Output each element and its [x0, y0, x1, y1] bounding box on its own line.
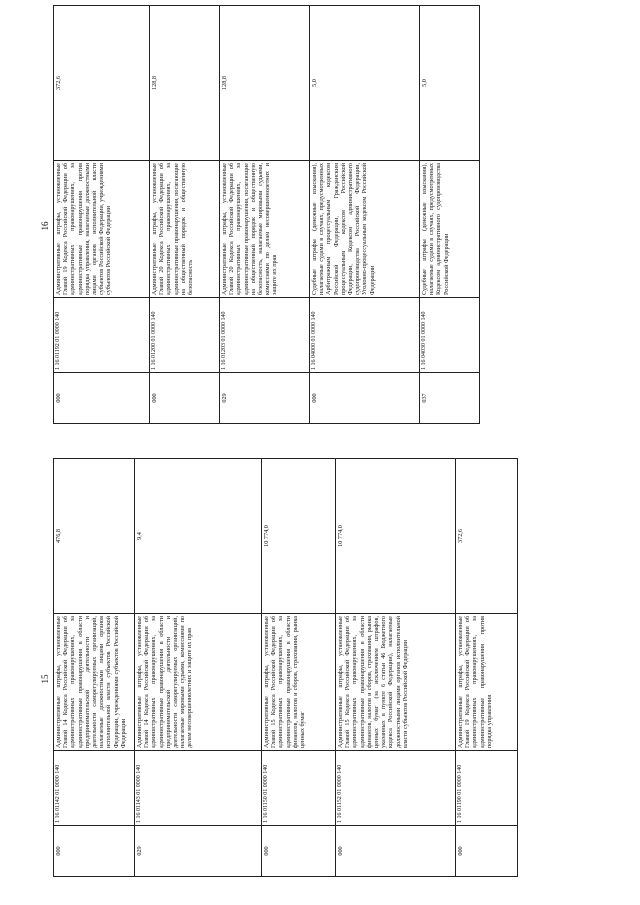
kbk-code-cell: 1 16 01192 01 0000 140	[54, 298, 150, 373]
page-16	[0, 0, 640, 452]
table-row	[150, 6, 220, 424]
page-15	[0, 453, 640, 905]
table-row	[420, 6, 480, 424]
admin-code-cell: 000	[54, 373, 150, 424]
revenue-name-cell: Судебные штрафы (денежные взыскания), налагаемые судами в случаях, предусмотренных Кодексом административного судопроизводства Российской Федерации	[420, 161, 480, 298]
page-number: 15	[40, 674, 50, 684]
revenue-name-cell: Административные штрафы, установленные Главой 14 Кодекса Российской Федерации об административных правонарушениях, за административные правонарушения в области предпринимательской деятельности и деятельности саморегулируемых организаций, налагаемые мировыми судьями, комиссиями по делам несовершеннолетних и защите их прав	[135, 614, 262, 751]
table-row	[310, 6, 420, 424]
admin-code-cell: 029	[220, 373, 310, 424]
table-row	[220, 6, 310, 424]
amount-cell: 476,8	[54, 459, 135, 614]
kbk-code-cell: 1 16 04030 01 0000 140	[420, 298, 480, 373]
revenue-name-cell: Административные штрафы, установленные Главой 19 Кодекса Российской Федерации об административных правонарушениях, за административные правонарушения против порядка управления, налагаемые должностными лицами органов исполнительной власти субъектов Российской Федерации, учреждениями субъектов Российской Федерации	[54, 161, 150, 298]
admin-code-cell: 029	[135, 826, 262, 877]
admin-code-cell: 000	[54, 826, 135, 877]
admin-code-cell: 000	[150, 373, 220, 424]
kbk-code-cell: 1 16 01200 01 0000 140	[150, 298, 220, 373]
table-row	[456, 459, 518, 877]
revenue-name-cell: Административные штрафы, установленные Главой 14 Кодекса Российской Федерации об административных правонарушениях, за административные правонарушения в области предпринимательской деятельности и деятельности саморегулируемых организаций, налагаемые должностными лицами органов исполнительной власти субъектов Российской Федерации, учреждениями субъектов Российской Федерации	[54, 614, 135, 751]
amount-cell: 5,0	[420, 6, 480, 161]
amount-cell: 372,6	[54, 6, 150, 161]
revenue-table	[53, 458, 518, 877]
kbk-code-cell: 1 16 04000 01 0000 140	[310, 298, 420, 373]
revenue-name-cell: Административные штрафы, установленные Главой 20 Кодекса Российской Федерации об административных правонарушениях, за административные правонарушения, посягающие на общественный порядок и общественную безопасность	[150, 161, 220, 298]
admin-code-cell: 000	[262, 826, 336, 877]
amount-cell: 128,8	[150, 6, 220, 161]
revenue-name-cell: Административные штрафы, установленные Главой 15 Кодекса Российской Федерации об административных правонарушениях, за административные правонарушения в области финансов, налогов и сборов, страхования, рынка ценных бумаг	[262, 614, 336, 751]
kbk-code-cell: 1 16 01190 01 0000 140	[456, 751, 518, 826]
admin-code-cell: 000	[336, 826, 456, 877]
amount-cell: 128,8	[220, 6, 310, 161]
revenue-name-cell: Административные штрафы, установленные Главой 20 Кодекса Российской Федерации об административных правонарушениях, за административные правонарушения, посягающие на общественный порядок и общественную безопасность, налагаемые мировыми судьями, комиссиями по делам несовершеннолетних и защите их прав	[220, 161, 310, 298]
revenue-name-cell: Административные штрафы, установленные Главой 15 Кодекса Российской Федерации об административных правонарушениях, за административные правонарушения в области финансов, налогов и сборов, страхования, рынка ценных бумаг (за исключением штрафов, указанных в пункте 6 статьи 46 Бюджетного кодекса Российской Федерации), налагаемые должностными лицами органов исполнительной власти субъектов Российской Федерации	[336, 614, 456, 751]
kbk-code-cell: 1 16 01143 01 0000 140	[135, 751, 262, 826]
kbk-code-cell: 1 16 01142 01 0000 140	[54, 751, 135, 826]
admin-code-cell: 000	[310, 373, 420, 424]
revenue-table	[53, 5, 480, 424]
table-row	[54, 459, 135, 877]
revenue-name-cell: Административные штрафы, установленные Главой 19 Кодекса Российской Федерации об административных правонарушениях, за административные правонарушения против порядка управления	[456, 614, 518, 751]
admin-code-cell: 037	[420, 373, 480, 424]
table-row	[336, 459, 456, 877]
amount-cell: 10 774,0	[336, 459, 456, 614]
admin-code-cell: 000	[456, 826, 518, 877]
amount-cell: 372,6	[456, 459, 518, 614]
kbk-code-cell: 1 16 01150 01 0000 140	[262, 751, 336, 826]
kbk-code-cell: 1 16 01203 01 0000 140	[220, 298, 310, 373]
revenue-name-cell: Судебные штрафы (денежные взыскания), налагаемые судами в случаях, предусмотренных Арбитражным процессуальным кодексом Российской Федерации, Гражданским процессуальным кодексом Российской Федерации, Кодексом административного судопроизводства Российской Федерации, Уголовно-процессуальным кодексом Российской Федерации	[310, 161, 420, 298]
amount-cell: 5,0	[310, 6, 420, 161]
amount-cell: 10 774,0	[262, 459, 336, 614]
page-number: 16	[40, 221, 50, 231]
table-row	[54, 6, 150, 424]
amount-cell: 9,4	[135, 459, 262, 614]
kbk-code-cell: 1 16 01152 01 0000 140	[336, 751, 456, 826]
table-row	[262, 459, 336, 877]
table-row	[135, 459, 262, 877]
